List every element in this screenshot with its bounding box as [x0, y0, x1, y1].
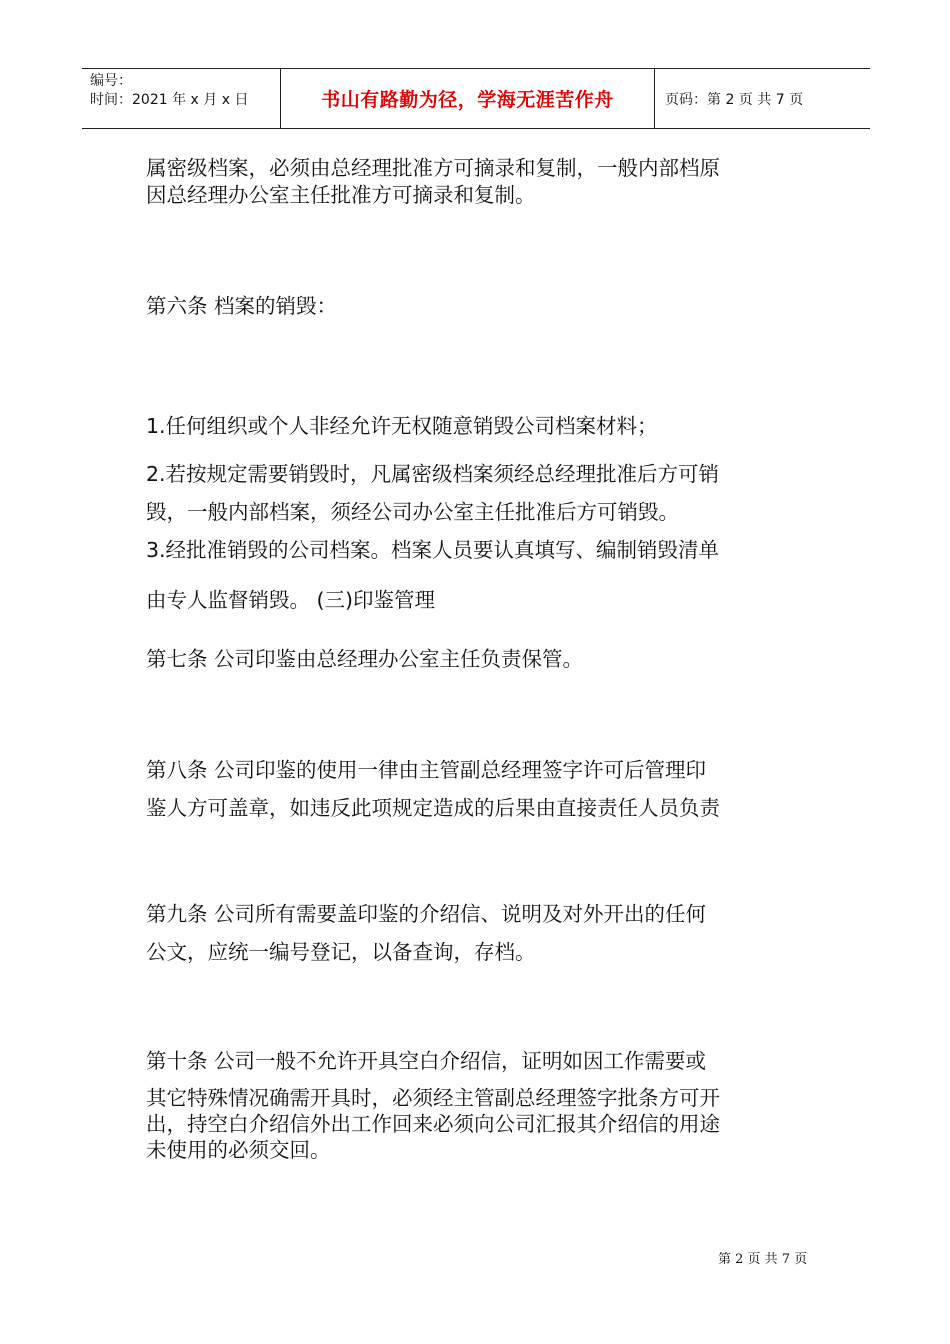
- body-line: 属密级档案，必须由总经理批准方可摘录和复制，一般内部档原: [146, 156, 720, 180]
- body-line: 2.若按规定需要销毁时，凡属密级档案须经总经理批准后方可销: [146, 462, 720, 486]
- header-meta-cell: [82, 69, 281, 128]
- body-line: 1.任何组织或个人非经允许无权随意销毁公司档案材料；: [146, 414, 658, 438]
- body-line: 未使用的必须交回。: [146, 1138, 331, 1162]
- article-heading: 第七条 公司印鉴由总经理办公室主任负责保管。: [146, 647, 584, 671]
- body-line: 其它特殊情况确需开具时，必须经主管副总经理签字批条方可开: [146, 1086, 720, 1110]
- article-heading: 第十条 公司一般不允许开具空白介绍信，证明如因工作需要或: [146, 1049, 707, 1073]
- header-page-cell: [655, 69, 870, 128]
- body-line: 鉴人方可盖章，如违反此项规定造成的后果由直接责任人员负责: [146, 796, 720, 820]
- header-motto: 书山有路勤为径，学海无涯苦作舟: [321, 89, 614, 111]
- body-line: 毁，一般内部档案，须经公司办公室主任批准后方可销毁。: [146, 500, 679, 524]
- body-line: 由专人监督销毁。 (三)印鉴管理: [146, 588, 436, 612]
- document-number-label: 编号：: [90, 73, 132, 89]
- article-heading: 第九条 公司所有需要盖印鉴的介绍信、说明及对外开出的任何: [146, 902, 707, 926]
- article-heading: 第八条 公司印鉴的使用一律由主管副总经理签字许可后管理印: [146, 758, 707, 782]
- header-page-number: 页码：第 2 页 共 7 页: [665, 91, 804, 108]
- body-line: 因总经理办公室主任批准方可摘录和复制。: [146, 183, 536, 207]
- document-header: [82, 68, 870, 129]
- body-line: 3.经批准销毁的公司档案。档案人员要认真填写、编制销毁清单: [146, 538, 720, 562]
- document-time-label: 时间：2021 年 x 月 x 日: [90, 92, 249, 108]
- header-motto-cell: [281, 69, 655, 128]
- article-heading: 第六条 档案的销毁：: [146, 294, 338, 318]
- body-line: 公文，应统一编号登记，以备查询，存档。: [146, 940, 536, 964]
- body-line: 出，持空白介绍信外出工作回来必须向公司汇报其介绍信的用途: [146, 1112, 720, 1136]
- footer-page-number: 第 2 页 共 7 页: [718, 1252, 808, 1267]
